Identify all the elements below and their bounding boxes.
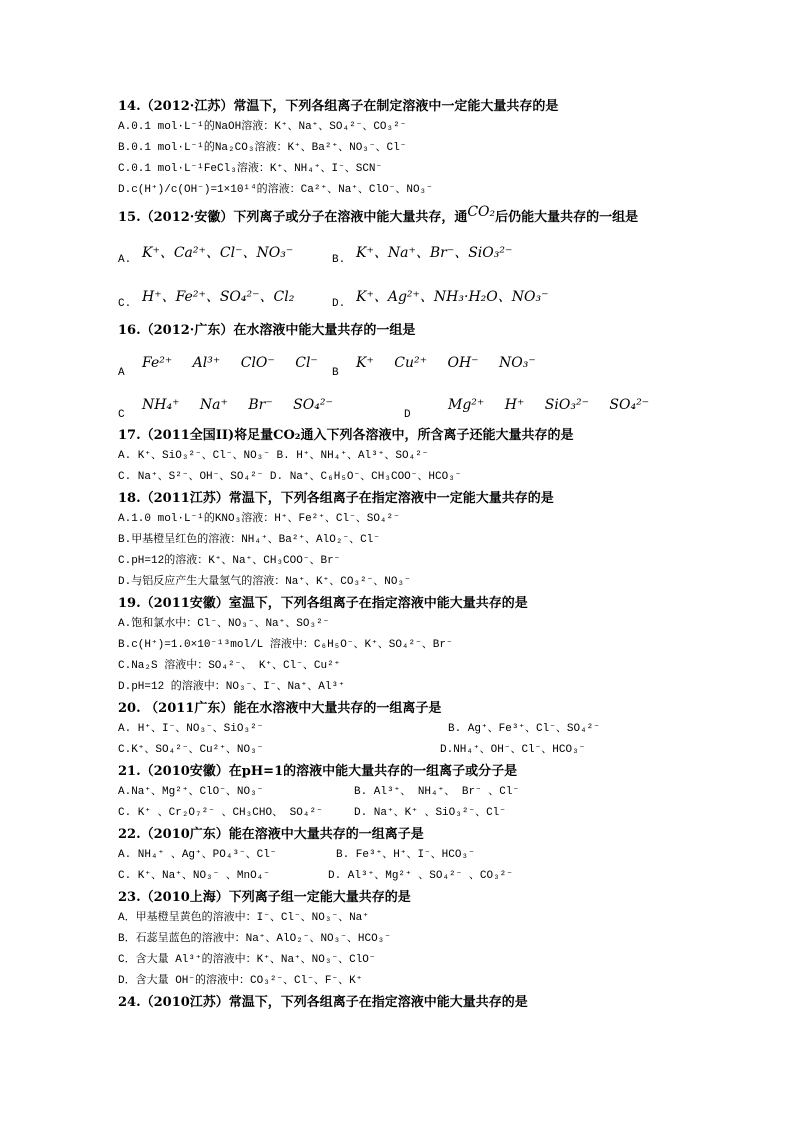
- question-18-option-b: B.甲基橙呈红色的溶液：NH₄⁺、Ba²⁺、AlO₂⁻、Cl⁻: [118, 534, 380, 546]
- question-15-label-b: B.: [332, 254, 346, 266]
- question-15-title-pre: 15.（2012·安徽）下列离子或分子在溶液中能大量共存，通: [118, 210, 468, 225]
- question-15-option-d: K⁺、Ag²⁺、NH₃·H₂O、NO₃⁻: [356, 289, 549, 305]
- question-18-option-c: C.pH=12的溶液：K⁺、Na⁺、CH₃COO⁻、Br⁻: [118, 555, 341, 567]
- question-17-title: 17.（2011全国II)将足量CO₂通入下列各溶液中，所含离子还能大量共存的是: [118, 428, 574, 443]
- question-16-title: 16.（2012·广东）在水溶液中能大量共存的一组是: [118, 323, 416, 338]
- question-21-option-d: D. Na⁺、K⁺ 、SiO₃²⁻、Cl⁻: [354, 807, 506, 819]
- question-14-option-c: C.0.1 mol·L⁻¹FeCl₃溶液：K⁺、NH₄⁺、I⁻、SCN⁻: [118, 163, 383, 175]
- question-23-title: 23.（2010上海）下列离子组一定能大量共存的是: [118, 890, 411, 905]
- question-23-option-c: C．含大量 Al³⁺的溶液中：K⁺、Na⁺、NO₃⁻、ClO⁻: [118, 954, 376, 966]
- question-16-label-d: D: [404, 409, 411, 421]
- question-14-option-b: B.0.1 mol·L⁻¹的Na₂CO₃溶液：K⁺、Ba²⁺、NO₃⁻、Cl⁻: [118, 142, 407, 154]
- question-15-option-c: H⁺、Fe²⁺、SO₄²⁻、Cl₂: [142, 289, 295, 305]
- question-15-title-post: 后仍能大量共存的一组是: [495, 210, 639, 225]
- question-18-option-a: A.1.0 mol·L⁻¹的KNO₃溶液：H⁺、Fe²⁺、Cl⁻、SO₄²⁻: [118, 513, 400, 525]
- question-18-option-d: D.与铝反应产生大量氢气的溶液：Na⁺、K⁺、CO₃²⁻、NO₃⁻: [118, 576, 411, 588]
- question-21-options-ab: [118, 782, 688, 803]
- question-22-title: 22.（2010广东）能在溶液中大量共存的一组离子是: [118, 827, 424, 842]
- question-20-options-ab: [118, 719, 688, 740]
- question-16-options-ab: [118, 341, 688, 383]
- question-14-title: 14.（2012·江苏）常温下，下列各组离子在制定溶液中一定能大量共存的是: [118, 99, 559, 114]
- question-20-title: 20. （2011广东）能在水溶液中大量共存的一组离子是: [118, 701, 442, 716]
- question-21-title: 21.（2010安徽）在pH=1的溶液中能大量共存的一组离子或分子是: [118, 764, 518, 779]
- question-16-options-cd: [118, 383, 688, 425]
- question-22-options-ab: [118, 845, 688, 866]
- question-23-option-a: A．甲基橙呈黄色的溶液中：I⁻、Cl⁻、NO₃⁻、Na⁺: [118, 912, 369, 924]
- question-14-option-d: D.c(H⁺)/c(OH⁻)=1×10¹⁴的溶液：Ca²⁺、Na⁺、ClO⁻、NO₃⁻: [118, 184, 433, 196]
- question-24-title: 24.（2010江苏）常温下，下列各组离子在指定溶液中能大量共存的是: [118, 995, 528, 1010]
- question-23-option-d: D．含大量 OH⁻的溶液中：CO₃²⁻、Cl⁻、F⁻、K⁺: [118, 975, 363, 987]
- question-17-options-cd: C. Na⁺、S²⁻、OH⁻、SO₄²⁻ D. Na⁺、C₆H₅O⁻、CH₃COO⁻、HCO₃⁻: [118, 471, 462, 483]
- question-16-option-d: Mg²⁺ H⁺ SiO₃²⁻ SO₄²⁻: [448, 397, 650, 413]
- question-20-option-d: D.NH₄⁺、OH⁻、Cl⁻、HCO₃⁻: [440, 744, 586, 756]
- question-15-option-b: K⁺、Na⁺、Br⁻、SiO₃²⁻: [356, 245, 513, 261]
- question-20-option-a: A. H⁺、I⁻、NO₃⁻、SiO₃²⁻: [118, 723, 264, 735]
- question-23-option-b: B．石蕊呈蓝色的溶液中：Na⁺、AlO₂⁻、NO₃⁻、HCO₃⁻: [118, 933, 391, 945]
- question-15-label-a: A.: [118, 254, 132, 266]
- question-21-option-c: C. K⁺ 、Cr₂O₇²⁻ 、CH₃CHO、 SO₄²⁻: [118, 807, 323, 819]
- question-15-options-ab: [118, 228, 688, 272]
- question-22-options-cd: [118, 866, 688, 887]
- question-16-option-b: K⁺ Cu²⁺ OH⁻ NO₃⁻: [356, 355, 536, 371]
- question-22-option-d: D. Al³⁺、Mg²⁺ 、SO₄²⁻ 、CO₃²⁻: [328, 870, 513, 882]
- question-19-option-c: C.Na₂S 溶液中：SO₄²⁻、 K⁺、Cl⁻、Cu²⁺: [118, 660, 341, 672]
- question-17-options-ab: A. K⁺、SiO₃²⁻、Cl⁻、NO₃⁻ B. H⁺、NH₄⁺、Al³⁺、SO₄²⁻: [118, 450, 429, 462]
- question-19-option-b: B.c(H⁺)=1.0×10⁻¹³mol/L 溶液中：C₆H₅O⁻、K⁺、SO₄²⁻、Br⁻: [118, 639, 453, 651]
- question-16-label-b: B: [332, 367, 339, 379]
- question-15-options-cd: [118, 272, 688, 316]
- question-19-option-d: D.pH=12 的溶液中：NO₃⁻、I⁻、Na⁺、Al³⁺: [118, 681, 345, 693]
- question-19-option-a: A.饱和氯水中：Cl⁻、NO₃⁻、Na⁺、SO₃²⁻: [118, 618, 330, 630]
- question-15-co2: CO₂: [467, 204, 496, 220]
- question-15-title: [118, 204, 688, 228]
- question-20-option-c: C.K⁺、SO₄²⁻、Cu²⁺、NO₃⁻: [118, 744, 264, 756]
- question-22-option-c: C. K⁺、Na⁺、NO₃⁻ 、MnO₄⁻: [118, 870, 270, 882]
- question-16-label-a: A: [118, 367, 125, 379]
- question-21-options-cd: [118, 803, 688, 824]
- question-22-option-b: B. Fe³⁺、H⁺、I⁻、HCO₃⁻: [336, 849, 475, 861]
- question-14-option-a: A.0.1 mol·L⁻¹的NaOH溶液：K⁺、Na⁺、SO₄²⁻、CO₃²⁻: [118, 121, 407, 133]
- question-20-options-cd: [118, 740, 688, 761]
- question-15-option-a: K⁺、Ca²⁺、Cl⁻、NO₃⁻: [142, 245, 294, 261]
- question-15-label-c: C.: [118, 298, 132, 310]
- question-22-option-a: A. NH₄⁺ 、Ag⁺、PO₄³⁻、Cl⁻: [118, 849, 277, 861]
- question-21-option-b: B. Al³⁺、 NH₄⁺、 Br⁻ 、Cl⁻: [354, 786, 520, 798]
- question-16-option-c: NH₄⁺ Na⁺ Br⁻ SO₄²⁻: [142, 397, 333, 413]
- question-15-label-d: D.: [332, 298, 346, 310]
- question-16-label-c: C: [118, 409, 125, 421]
- question-20-option-b: B. Ag⁺、Fe³⁺、Cl⁻、SO₄²⁻: [448, 723, 600, 735]
- question-21-option-a: A.Na⁺、Mg²⁺、ClO⁻、NO₃⁻: [118, 786, 264, 798]
- question-18-title: 18.（2011江苏）常温下，下列各组离子在指定溶液中一定能大量共存的是: [118, 491, 554, 506]
- question-16-option-a: Fe²⁺ Al³⁺ ClO⁻ Cl⁻: [142, 355, 318, 371]
- document-page: [118, 96, 688, 1013]
- question-19-title: 19.（2011安徽）室温下，下列各组离子在指定溶液中能大量共存的是: [118, 596, 528, 611]
